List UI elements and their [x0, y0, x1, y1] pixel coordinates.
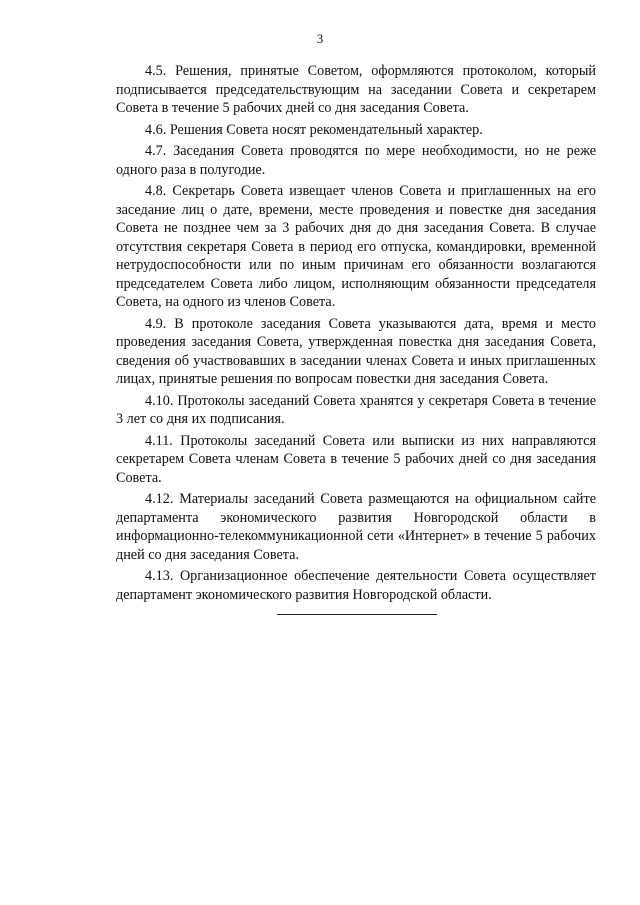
page-number: 3 [316, 31, 324, 46]
document-body [116, 62, 596, 607]
paragraph-4-10: 4.10. Протоколы заседаний Совета хранятся у секретаря Совета в течение 3 лет со дня их подписания. [116, 392, 596, 427]
paragraph-4-5: 4.5. Решения, принятые Советом, оформляются протоколом, который подписывается председательствующим на заседании Совета и секретарем Совета в течение 5 рабочих дней со дня заседания Совета. [116, 63, 596, 116]
paragraph-4-7: 4.7. Заседания Совета проводятся по мере необходимости, но не реже одного раза в полугодие. [116, 143, 596, 178]
paragraph-4-12: 4.12. Материалы заседаний Совета размещаются на официальном сайте департамента экономического развития Новгородской области в информационно-телекоммуникационной сети «Интернет» в течение 5 рабочих дней со дня заседания Совета. [116, 491, 596, 563]
paragraph-4-9: 4.9. В протоколе заседания Совета указываются дата, время и место проведения заседания Совета, утвержденная повестка дня заседания Совета, сведения об участвовавших в заседании членах Совета и иных приглашенных лицах, принятые решения по вопросам повестки дня заседания Совета. [116, 315, 596, 387]
paragraph-4-8: 4.8. Секретарь Совета извещает членов Совета и приглашенных на его заседание лиц о дате, времени, месте проведения и повестке дня заседания Совета не позднее чем за 3 рабочих дня до дня заседания Совета. В случае отсутствия секретаря Совета в период его отпуска, командировки, временной нетрудоспособности или по иным причинам его обязанности возлагаются председателем Совета либо лицом, исполняющим обязанности председателя Совета, на одного из членов Совета. [116, 183, 596, 310]
paragraph-4-13: 4.13. Организационное обеспечение деятельности Совета осуществляет департамент экономического развития Новгородской области. [116, 568, 596, 603]
paragraph-4-6: 4.6. Решения Совета носят рекомендательный характер. [145, 121, 483, 138]
paragraph-4-11: 4.11. Протоколы заседаний Совета или выписки из них направляются секретарем Совета членам Совета в течение 5 рабочих дней со дня заседания Совета. [116, 432, 596, 486]
end-separator-line [277, 614, 437, 615]
